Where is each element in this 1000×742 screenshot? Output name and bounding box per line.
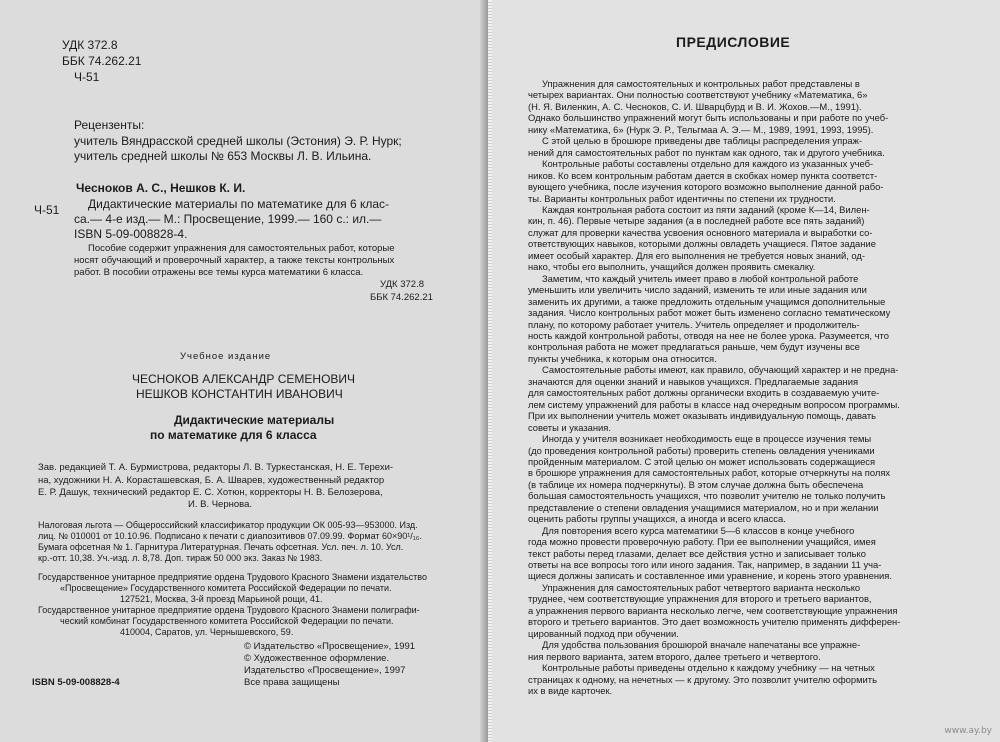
preface-line: вующего учебника, после изучения которого возможно выполнение данной рабо-	[528, 181, 884, 193]
imprint-line: Налоговая льгота — Общероссийский классификатор продукции ОК 005-93—953000. Изд.	[38, 520, 418, 530]
preface-line: труднее, чем соответствующие упражнения для второго и третьего вариантов,	[528, 593, 872, 605]
printer-line: ческий комбинат Государственного комитета Российской Федерации по печати.	[60, 616, 394, 626]
preface-line: имеет особый характер. Для его выполнения не требуется новых знаний, од-	[528, 249, 865, 261]
preface-body	[528, 78, 988, 696]
udk-code: УДК 372.8	[62, 38, 118, 52]
preface-line: С этой целью в брошюре приведены две таблицы распределения упраж-	[542, 135, 863, 147]
preface-line: ность каждой контрольной работы, отводя на нее не более урока. Разумеется, что	[528, 329, 889, 341]
authors-short: Чесноков А. С., Нешков К. И.	[76, 181, 246, 195]
preface-line: представление о степени овладения учащимися материалом, но и при желании	[528, 501, 879, 513]
preface-line: Каждая контрольная работа состоит из пяти заданий (кроме К—14, Вилен-	[542, 203, 870, 215]
preface-line: а упражнения первого варианта несколько легче, чем соответствующие упражнения	[528, 604, 898, 616]
preface-line: текст работы перед глазами, делает все действия устно и записывает только	[528, 547, 866, 559]
preface-line: задания. Число контрольных работ может быть изменено согласно тематическому	[528, 307, 891, 319]
preface-line: пройденным материалом. С этой целью он может использовать содержащиеся	[528, 455, 876, 467]
preface-line: кин, п. 46). Первые четыре задания (а в последней работе все пять заданий)	[528, 215, 865, 227]
preface-heading: ПРЕДИСЛОВИЕ	[676, 34, 791, 50]
reviewer-line: учитель Вяндрасской средней школы (Эстония) Э. Р. Нурк;	[74, 134, 402, 148]
preface-line: лем систему упражнений для работы в классе над очередным вопросом программы.	[528, 398, 900, 410]
preface-line: (до проведения контрольной работы) проверить степень овладения учениками	[528, 444, 875, 456]
preface-line: ответствующих навыков, которыми должны овладеть учащиеся. Пятое задание	[528, 238, 876, 250]
book-title-2: по математике для 6 класса	[150, 428, 317, 442]
preface-line: оценить работы группы учащихся, а иногда и всего класса.	[528, 513, 786, 525]
preface-line: ния первого варианта, затем второго, далее третьего и четвертого.	[528, 650, 821, 662]
reviewers-title: Рецензенты:	[74, 118, 145, 132]
preface-line: уменьшить или увеличить число заданий, изменить те или иные задания или	[528, 284, 867, 296]
preface-line: Однако большинство упражнений могут быть использованы и при работе по учеб-	[528, 112, 889, 124]
imprint-line: лиц. № 010001 от 10.10.96. Подписано к печати с диапозитивов 07.09.99. Формат 60×90¹/₁₆.	[38, 531, 422, 541]
imprint-line: Бумага офсетная № 1. Гарнитура Литературная. Печать офсетная. Усл. печ. л. 10. Усл.	[38, 542, 404, 552]
preface-line: их в виде карточек.	[528, 685, 613, 697]
editors-line: И. В. Чернова.	[188, 499, 253, 510]
book-title-1: Дидактические материалы	[174, 413, 335, 427]
preface-line: года можно провести проверочную работу. При ее выполнении учащийся, имея	[528, 536, 876, 548]
preface-line: (в таблице их номера подчеркнуты). В этом случае должна быть обеспечена	[528, 478, 864, 490]
watermark: www.ay.by	[944, 726, 992, 736]
author-mark: Ч-51	[74, 70, 100, 84]
preface-line: второго и третьего вариантов. Это дает возможность учителю применять дифферен-	[528, 616, 901, 628]
printer-line: Государственное унитарное предприятие ордена Трудового Красного Знамени полиграфи-	[38, 605, 420, 615]
preface-line: Иногда у учителя возникает необходимость еще в процессе изучения темы	[542, 433, 872, 445]
editors-line: Е. Р. Дашук, технический редактор Е. С. Хотюн, корректоры Н. В. Белозерова,	[38, 487, 383, 498]
preface-line: в брошюре упражнения для самостоятельных работ, которые отчеркнуты на полях	[528, 467, 891, 479]
reviewer-line: учитель средней школы № 653 Москвы Л. В. Ильина.	[74, 149, 372, 163]
preface-line: ников. Ко всем контрольным работам дается в скобках номер пункта соответст-	[528, 169, 878, 181]
preface-line: При их выполнении учитель может оказывать индивидуальную помощь, давать	[528, 410, 877, 422]
preface-line: служат для проверки качества усвоения основного материала и выработки со-	[528, 226, 873, 238]
preface-line: нако, чтобы его выполнить, учащийся должен проявить смекалку.	[528, 261, 816, 273]
copyright-line: Все права защищены	[244, 677, 340, 688]
right-page	[492, 0, 1000, 742]
preface-line: советы и указания.	[528, 421, 611, 433]
publisher-line: Государственное унитарное предприятие ордена Трудового Красного Знамени издательство	[38, 572, 427, 582]
bib-line: Дидактические материалы по математике для 6 клас-	[88, 197, 390, 211]
bbk-code: ББК 74.262.21	[62, 54, 142, 68]
preface-line: нений для самостоятельных работ по пунктам как одного, так и другого учебника.	[528, 146, 885, 158]
preface-line: большая самостоятельность учащихся, что позволит учителю не только получить	[528, 490, 886, 502]
preface-line: плану, по которому работает учитель. Учитель определяет и продолжитель-	[528, 318, 860, 330]
preface-line: значаются для оценки знаний и навыков учащихся. Предлагаемые задания	[528, 375, 859, 387]
bib-line: ISBN 5-09-008828-4.	[74, 227, 188, 241]
preface-line: Упражнения для самостоятельных и контрольных работ представлены в	[542, 78, 860, 89]
preface-line: цированный подход при обучении.	[528, 627, 679, 639]
preface-line: Для повторения всего курса математики 5—6 классов в конце учебного	[542, 524, 855, 536]
preface-line: Заметим, что каждый учитель имеет право в любой контрольной работе	[542, 272, 859, 284]
preface-line: контрольная работа не может предлагаться раньше, чем будут изучены все	[528, 341, 860, 353]
preface-line: пункты учебника, к которым она относится.	[528, 352, 717, 364]
author-full-1: ЧЕСНОКОВ АЛЕКСАНДР СЕМЕНОВИЧ	[132, 372, 356, 386]
copyright-line: © Издательство «Просвещение», 1991	[244, 641, 416, 652]
bbk-code-2: ББК 74.262.21	[370, 292, 433, 303]
preface-line: ответы на все вопросы того или иного задания. Так, например, в задании 11 уча-	[528, 559, 882, 571]
annotation-line: носят обучающий и проверочный характер, а также тексты контрольных	[74, 255, 395, 266]
imprint-line: кр.-отт. 10,38. Уч.-изд. л. 8,78. Доп. тираж 50 000 экз. Заказ № 1983.	[38, 553, 323, 563]
edition-type: Учебное издание	[180, 351, 272, 362]
copyright-line: © Художественное оформление.	[244, 653, 390, 664]
publisher-line: «Просвещение» Государственного комитета Российской Федерации по печати.	[60, 583, 392, 593]
preface-line: четырех вариантах. Они полностью соответствуют учебнику «Математика, 6»	[528, 89, 868, 101]
bib-line: са.— 4-е изд.— М.: Просвещение, 1999.— 160 с.: ил.—	[74, 212, 382, 226]
left-page	[0, 0, 488, 742]
isbn-bottom: ISBN 5-09-008828-4	[32, 677, 120, 688]
preface-line: (Н. Я. Виленкин, А. С. Чесноков, С. И. Шварцбурд и В. И. Жохов.—М., 1991).	[528, 100, 862, 112]
preface-line: страницах к одному, на нечетных — к другому. Это позволит учителю оформить	[528, 673, 877, 685]
preface-line: Контрольные работы составлены отдельно для каждого из указанных учеб-	[542, 158, 874, 170]
udk-code-2: УДК 372.8	[380, 279, 424, 290]
author-full-2: НЕШКОВ КОНСТАНТИН ИВАНОВИЧ	[136, 387, 343, 401]
editors-line: на, художники Н. А. Кораста​шевская, Б. А. Шварев, художественный редактор	[38, 475, 385, 486]
preface-line: Самостоятельные работы имеют, как правило, обучающий характер и не предна-	[542, 364, 899, 376]
preface-line: Контрольные работы приведены отдельно к каждому учебнику — на четных	[542, 662, 875, 674]
preface-line: заменить их другими, а также предложить отдельным учащимся дополнительные	[528, 295, 886, 307]
preface-line: для самостоятельных работ должны органически входить в создаваемую учите-	[528, 387, 880, 399]
editors-line: Зав. редакцией Т. А. Бурмистрова, редакторы Л. В. Туркестанская, Н. Е. Терехи-	[38, 462, 394, 473]
preface-line: щиеся должны записать и составленное ими уравнение, и корень этого уравнения.	[528, 570, 892, 582]
copyright-line: Издательство «Просвещение», 1997	[244, 665, 406, 676]
preface-line: нику «Математика, 6» (Нурк Э. Р., Тельгмаа А. Э.— М., 1989, 1991, 1993, 1995).	[528, 123, 874, 135]
preface-line: Для удобства пользования брошюрой вначале напечатаны все упражне-	[542, 639, 861, 651]
preface-line: Упражнения для самостоятельных работ четвертого варианта несколько	[542, 581, 861, 593]
printer-line: 410004, Саратов, ул. Чернышевского, 59.	[120, 627, 294, 637]
annotation-line: Пособие содержит упражнения для самостоятельных работ, которые	[88, 243, 395, 254]
side-author-mark: Ч-51	[34, 203, 60, 217]
annotation-line: работ. В пособии отражены все темы курса математики 6 класса.	[74, 267, 364, 278]
preface-line: ты. Варианты контрольных работ идентичны по степени их трудности.	[528, 192, 836, 204]
publisher-line: 127521, Москва, 3-й проезд Марьиной рощи, 41.	[120, 594, 323, 604]
